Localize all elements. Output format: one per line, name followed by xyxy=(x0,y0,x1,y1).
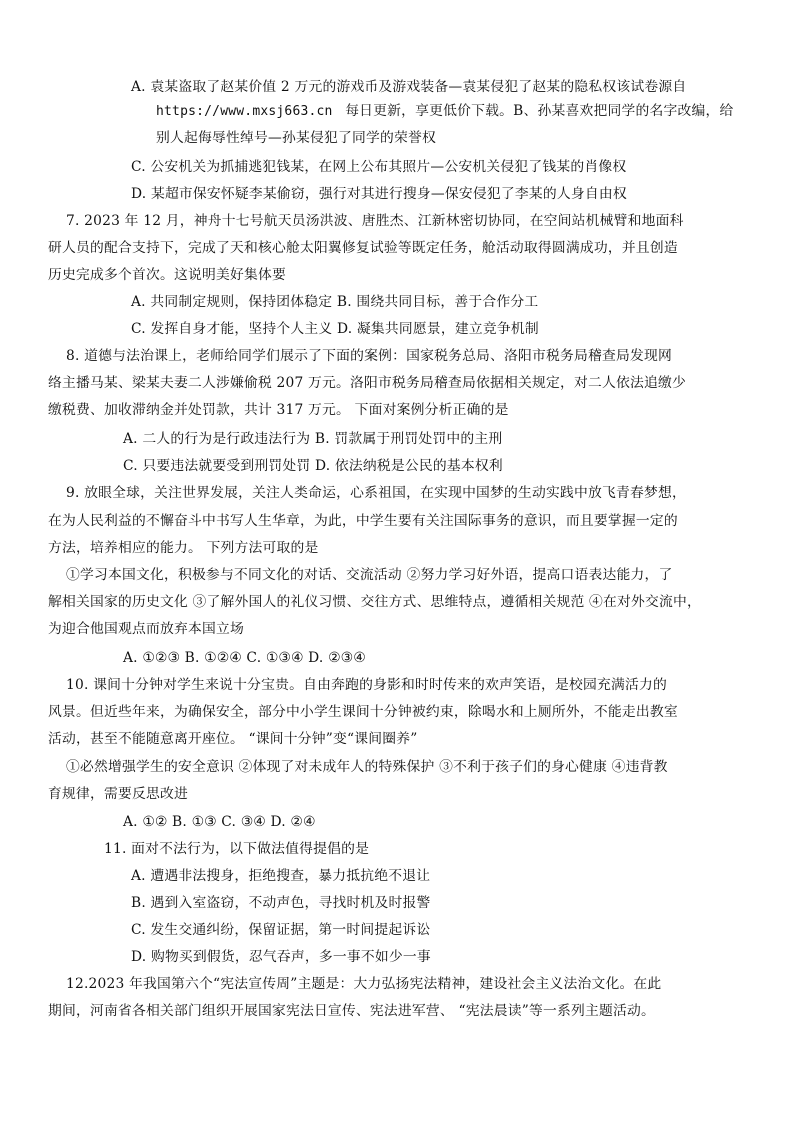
q9-items-line-1: ①学习本国文化，积极参与不同文化的对话、交流活动 ②努力学习好外语，提高口语表达能力，了 xyxy=(66,567,673,583)
q8-options-cd: C. 只要违法就要受到刑罚处罚 D. 依法纳税是公民的基本权利 xyxy=(123,458,503,474)
q6-option-b-cont: 别人起侮辱性绰号—孙某侵犯了同学的荣誉权 xyxy=(156,130,436,146)
q9-items-line-3: 为迎合他国观点而放弃本国立场 xyxy=(48,621,244,637)
q9-stem-line-2: 在为人民利益的不懈奋斗中书写人生华章，为此，中学生要有关注国际事务的意识，而且要掌握一定的 xyxy=(48,513,678,529)
q10-stem-line-1: 10. 课间十分钟对学生来说十分宝贵。自由奔跑的身影和时时传来的欢声笑语，是校园充满活力的 xyxy=(66,677,667,693)
q11-option-c: C. 发生交通纠纷，保留证据，第一时间提起诉讼 xyxy=(131,922,431,938)
q10-stem-line-3: 活动，甚至不能随意离开座位。 “课间十分钟”变“课间圈养” xyxy=(48,731,418,747)
q9-stem-line-3: 方法，培养相应的能力。 下列方法可取的是 xyxy=(48,540,319,556)
q7-options-cd: C. 发挥自身才能，坚持个人主义 D. 凝集共同愿景，建立竞争机制 xyxy=(131,321,539,337)
q11-option-a: A. 遭遇非法搜身，拒绝搜查，暴力抵抗绝不退让 xyxy=(131,868,431,884)
q8-stem-line-3: 缴税费、加收滞纳金并处罚款，共计 317 万元。 下面对案例分析正确的是 xyxy=(48,402,509,418)
q11-option-d: D. 购物买到假货，忍气吞声，多一事不如少一事 xyxy=(131,949,431,965)
q7-stem-line-3: 历史完成多个首次。这说明美好集体要 xyxy=(48,267,286,283)
q10-stem-line-2: 风景。但近些年来，为确保安全，部分中小学生课间十分钟被约束，除喝水和上厕所外，不能走出教室 xyxy=(48,704,678,720)
q9-options: A. ①②③ B. ①②④ C. ①③④ D. ②③④ xyxy=(123,650,366,666)
q7-options-ab: A. 共同制定规则，保持团体稳定 B. 围绕共同目标，善于合作分工 xyxy=(131,294,539,310)
q6-option-c: C. 公安机关为抓捕逃犯钱某，在网上公布其照片—公安机关侵犯了钱某的肖像权 xyxy=(131,159,627,175)
q6-option-a-cont xyxy=(156,101,733,122)
q9-stem-line-1: 9. 放眼全球，关注世界发展，关注人类命运，心系祖国，在实现中国梦的生动实践中放飞青春梦想， xyxy=(66,485,687,501)
q6-option-b-start: 每日更新，享更低价下载。B、孙某喜欢把同学的名字改编，给 xyxy=(345,103,734,119)
q6-option-d: D. 某超市保安怀疑李某偷窃，强行对其进行搜身—保安侵犯了李某的人身自由权 xyxy=(131,186,627,202)
q8-options-ab: A. 二人的行为是行政违法行为 B. 罚款属于刑罚处罚中的主刑 xyxy=(123,431,503,447)
q10-items-line-1: ①必然增强学生的安全意识 ②体现了对未成年人的特殊保护 ③不利于孩子们的身心健康 ④违背教 xyxy=(66,759,668,775)
q9-items-line-2: 解相关国家的历史文化 ③了解外国人的礼仪习惯、交往方式、思维特点，遵循相关规范 ④在对外交流中， xyxy=(48,594,702,610)
q10-items-line-2: 育规律，需要反思改进 xyxy=(48,786,188,802)
q10-options: A. ①② B. ①③ C. ③④ D. ②④ xyxy=(123,814,316,830)
q6-url: https://www.mxsj663.cn xyxy=(156,104,333,119)
q12-stem-line-1: 12.2023 年我国第六个“宪法宣传周”主题是：大力弘扬宪法精神，建设社会主义法治文化。在此 xyxy=(66,976,662,992)
q7-stem-line-2: 研人员的配合支持下，完成了天和核心舱太阳翼修复试验等既定任务，舱活动取得圆满成功，并且创造 xyxy=(48,240,678,256)
q6-option-a: A. 袁某盗取了赵某价值 2 万元的游戏币及游戏装备—袁某侵犯了赵某的隐私权该试卷源自 xyxy=(131,79,687,95)
q11-stem: 11. 面对不法行为，以下做法值得提倡的是 xyxy=(104,841,370,857)
q12-stem-line-2: 期间，河南省各相关部门组织开展国家宪法日宣传、宪法进军营、 “宪法晨读”等一系列主题活动。 xyxy=(48,1003,655,1019)
q7-stem-line-1: 7. 2023 年 12 月，神舟十七号航天员汤洪波、唐胜杰、江新林密切协同，在空间站机械臂和地面科 xyxy=(66,213,684,229)
q8-stem-line-1: 8. 道德与法治课上，老师给同学们展示了下面的案例：国家税务总局、洛阳市税务局稽查局发现网 xyxy=(66,348,673,364)
q8-stem-line-2: 络主播马某、梁某夫妻二人涉嫌偷税 207 万元。洛阳市税务局稽查局依据相关规定，对二人依法追缴少 xyxy=(48,375,686,391)
q11-option-b: B. 遇到入室盗窃，不动声色，寻找时机及时报警 xyxy=(131,895,431,911)
